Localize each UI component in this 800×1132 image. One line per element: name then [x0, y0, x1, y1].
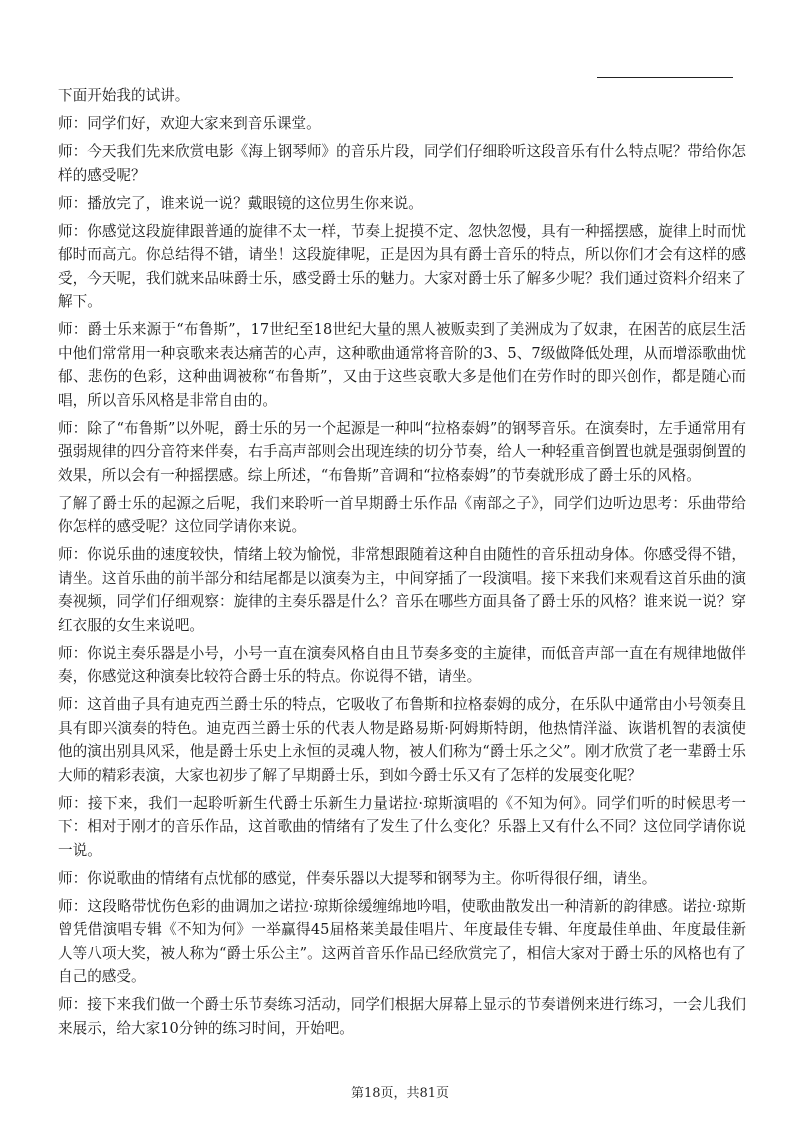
header-rule: [597, 77, 733, 78]
paragraph: 师：你说主奏乐器是小号，小号一直在演奏风格自由且节奏多变的主旋律，而低音声部一直在有规律地做伴奏，你感觉这种演奏比较符合爵士乐的特点。你说得不错，请坐。: [58, 644, 746, 685]
paragraph: 师：这段略带忧伤色彩的曲调加之诺拉·琼斯徐缓缠绵地吟唱，使歌曲散发出一种清新的韵律感。诺拉·琼斯曾凭借演唱专辑《不知为何》一举赢得45届格莱美最佳唱片、年度最佳专辑、年度最佳单曲、年度最佳新人等八项大奖，被人称为“爵士乐公主”。这两首音乐作品已经欣赏完了，相信大家对于爵士乐的风格也有了自己的感受。: [58, 897, 746, 985]
paragraph: 师：今天我们先来欣赏电影《海上钢琴师》的音乐片段，同学们仔细聆听这段音乐有什么特点呢？带给你怎样的感受呢？: [58, 143, 746, 184]
paragraph: 师：你说乐曲的速度较快，情绪上较为愉悦，非常想跟随着这种自由随性的音乐扭动身体。你感受得不错，请坐。这首乐曲的前半部分和结尾都是以演奏为主，中间穿插了一段演唱。接下来我们来观看这首乐曲的演奏视频，同学们仔细观察：旋律的主奏乐器是什么？音乐在哪些方面具备了爵士乐的风格？谁来说一说？穿红衣服的女生来说吧。: [58, 546, 746, 634]
paragraph: 师：你感觉这段旋律跟普通的旋律不太一样，节奏上捉摸不定、忽快忽慢，具有一种摇摆感，旋律上时而忧郁时而高亢。你总结得不错，请坐！这段旋律呢，正是因为具有爵士音乐的特点，所以你们才会有这样的感受，今天呢，我们就来品味爵士乐，感受爵士乐的魅力。大家对爵士乐了解多少呢？我们通过资料介绍来了解下。: [58, 222, 746, 310]
paragraph: 师：你说歌曲的情绪有点忧郁的感觉，伴奏乐器以大提琴和钢琴为主。你听得很仔细，请坐。: [58, 869, 657, 887]
paragraph: 师：播放完了，谁来说一说？戴眼镜的这位男生你来说。: [58, 194, 423, 212]
document-body: [58, 84, 746, 1045]
paragraph: 师：接下来我们做一个爵士乐节奏练习活动，同学们根据大屏幕上显示的节奏谱例来进行练习，一会儿我们来展示，给大家10分钟的练习时间，开始吧。: [58, 996, 746, 1037]
paragraph: 师：爵士乐来源于“布鲁斯”，17世纪至18世纪大量的黑人被贩卖到了美洲成为了奴隶，在困苦的底层生活中他们常常用一种哀歌来表达痛苦的心声，这种歌曲通常将音阶的3、5、7级做降低处理，从而增添歌曲忧郁、悲伤的色彩，这种曲调被称“布鲁斯”，又由于这些哀歌大多是他们在劳作时的即兴创作，都是随心而唱，所以音乐风格是非常自由的。: [58, 321, 746, 409]
paragraph: 师：同学们好，欢迎大家来到音乐课堂。: [58, 115, 321, 132]
paragraph: 师：接下来，我们一起聆听新生代爵士乐新生力量诺拉·琼斯演唱的《不知为何》。同学们听的时候思考一下：相对于刚才的音乐作品，这首歌曲的情绪有了发生了什么变化？乐器上又有什么不同？这位同学请你说一说。: [58, 794, 746, 859]
page-number: 第18页，共81页: [350, 1086, 450, 1101]
paragraph: 师：除了“布鲁斯”以外呢，爵士乐的另一个起源是一种叫“拉格泰姆”的钢琴音乐。在演奏时，左手通常用有强弱规律的四分音符来伴奏，右手高声部则会出现连续的切分节奏，给人一种轻重音倒置也就是强弱倒置的效果，所以会有一种摇摆感。综上所述，“布鲁斯”音调和“拉格泰姆”的节奏就形成了爵士乐的风格。: [58, 419, 746, 484]
paragraph: 师：这首曲子具有迪克西兰爵士乐的特点，它吸收了布鲁斯和拉格泰姆的成分，在乐队中通常由小号领奏且具有即兴演奏的特色。迪克西兰爵士乐的代表人物是路易斯·阿姆斯特朗，他热情洋溢、诙谐机智的表演使他的演出别具风采，他是爵士乐史上永恒的灵魂人物，被人们称为“爵士乐之父”。刚才欣赏了老一辈爵士乐大师的精彩表演，大家也初步了解了早期爵士乐，到如今爵士乐又有了怎样的发展变化呢？: [58, 696, 746, 784]
paragraph: 下面开始我的试讲。: [58, 87, 190, 104]
paragraph: 了解了爵士乐的起源之后呢，我们来聆听一首早期爵士乐作品《南部之子》，同学们边听边思考：乐曲带给你怎样的感受呢？这位同学请你来说。: [58, 494, 746, 535]
